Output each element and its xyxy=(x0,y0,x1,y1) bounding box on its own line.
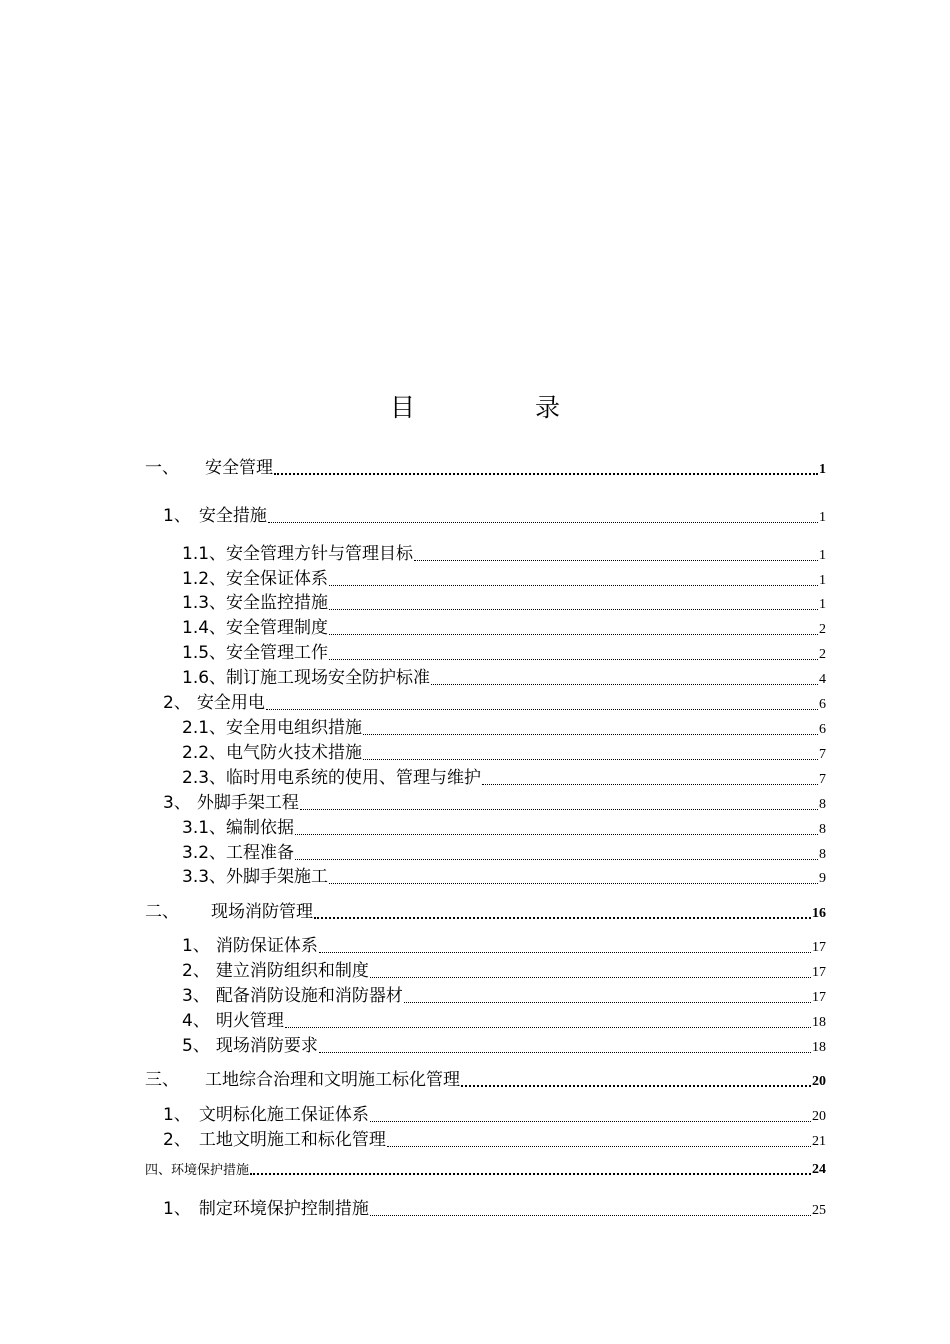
toc-entry-text: 环境保护措施 xyxy=(171,1163,250,1178)
toc-entry-label xyxy=(163,788,299,813)
toc-dot-leader xyxy=(461,1084,811,1087)
toc-page-number: 1 xyxy=(819,462,826,477)
toc-entry[interactable] xyxy=(182,738,826,763)
toc-entry-number: 1、 xyxy=(163,506,191,526)
toc-entry[interactable] xyxy=(182,763,826,788)
toc-entry-number: 2、 xyxy=(163,1130,191,1150)
toc-entry-number: 2.3、 xyxy=(182,768,227,788)
toc-dot-leader xyxy=(329,882,818,884)
toc-dot-leader xyxy=(414,559,818,561)
toc-dot-leader xyxy=(431,683,818,685)
toc-page-number: 8 xyxy=(819,822,826,837)
toc-page-number: 6 xyxy=(819,722,826,737)
toc-entry-text: 工地文明施工和标化管理 xyxy=(198,1130,386,1150)
toc-dot-leader xyxy=(266,708,818,710)
toc-entry-label xyxy=(163,1125,386,1150)
toc-page-number: 25 xyxy=(812,1203,826,1218)
toc-entry-label xyxy=(182,713,362,738)
toc-entry-label xyxy=(182,539,413,564)
toc-entry-text: 安全管理制度 xyxy=(226,618,329,638)
toc-entry-label xyxy=(145,1159,249,1178)
toc-dot-leader xyxy=(370,976,811,978)
toc-page-number: 2 xyxy=(819,647,826,662)
toc-entry[interactable] xyxy=(182,613,826,638)
toc-entry-text: 工程准备 xyxy=(226,843,295,863)
toc-entry[interactable] xyxy=(182,588,826,613)
toc-entry-text: 建立消防组织和制度 xyxy=(215,961,369,981)
toc-entry[interactable] xyxy=(163,1100,826,1125)
toc-entry-label xyxy=(182,862,328,887)
toc-entry-number: 1.2、 xyxy=(182,569,227,589)
toc-entry[interactable] xyxy=(182,813,826,838)
toc-title: 目 录 xyxy=(390,393,616,422)
toc-entry-label xyxy=(182,588,328,613)
toc-entry-text: 安全保证体系 xyxy=(226,569,329,589)
toc-page-number: 2 xyxy=(819,622,826,637)
toc-entry-label xyxy=(182,763,481,788)
toc-entry-text: 配备消防设施和消防器材 xyxy=(215,986,403,1006)
toc-entry[interactable] xyxy=(182,981,826,1006)
toc-entry-number: 1.3、 xyxy=(182,593,227,613)
toc-page-number: 8 xyxy=(819,847,826,862)
toc-entry-label xyxy=(145,1065,460,1090)
toc-entry[interactable] xyxy=(182,713,826,738)
toc-entry-number: 1.5、 xyxy=(182,643,227,663)
toc-page-number: 17 xyxy=(812,940,826,955)
toc-dot-leader xyxy=(370,1214,811,1216)
toc-page-number: 18 xyxy=(812,1015,826,1030)
toc-entry[interactable] xyxy=(182,838,826,863)
toc-entry-label xyxy=(163,1194,369,1219)
toc-dot-leader xyxy=(319,951,811,953)
toc-entry[interactable] xyxy=(145,897,826,922)
toc-page-number: 7 xyxy=(819,772,826,787)
toc-entry-text: 外脚手架施工 xyxy=(226,867,329,887)
toc-entry-text: 临时用电系统的使用、管理与维护 xyxy=(226,768,482,788)
toc-entry-text: 安全管理工作 xyxy=(226,643,329,663)
toc-dot-leader xyxy=(329,584,818,586)
toc-entry[interactable] xyxy=(182,931,826,956)
toc-dot-leader xyxy=(329,608,818,610)
toc-entry-text: 编制依据 xyxy=(226,818,295,838)
toc-page-number: 18 xyxy=(812,1040,826,1055)
toc-dot-leader xyxy=(404,1001,811,1003)
toc-entry-number: 3.2、 xyxy=(182,843,227,863)
toc-entry-text: 明火管理 xyxy=(215,1011,284,1031)
toc-page-number: 8 xyxy=(819,797,826,812)
toc-entry-text: 安全措施 xyxy=(198,506,267,526)
toc-entry-number: 2、 xyxy=(163,693,191,713)
toc-page-number: 1 xyxy=(819,573,826,588)
toc-entry-number: 1、 xyxy=(163,1105,191,1125)
toc-entry-number: 2、 xyxy=(182,961,210,981)
toc-dot-leader xyxy=(274,472,818,475)
toc-entry[interactable] xyxy=(163,688,826,713)
toc-entry-number: 3、 xyxy=(163,793,191,813)
toc-page-number: 20 xyxy=(812,1074,826,1089)
toc-entry-text: 安全用电 xyxy=(196,693,265,713)
toc-dot-leader xyxy=(363,758,818,760)
toc-entry[interactable] xyxy=(182,638,826,663)
toc-entry[interactable] xyxy=(182,564,826,589)
toc-entry-label xyxy=(182,564,328,589)
toc-entry-text: 安全用电组织措施 xyxy=(226,718,363,738)
toc-entry-number: 一、 xyxy=(145,458,179,478)
toc-entry-number: 1.6、 xyxy=(182,668,227,688)
toc-entry-number: 2.1、 xyxy=(182,718,227,738)
toc-entry-label xyxy=(182,981,403,1006)
toc-dot-leader xyxy=(295,833,818,835)
toc-entry-label xyxy=(163,688,265,713)
toc-dot-leader xyxy=(329,633,818,635)
toc-entry-number: 3、 xyxy=(182,986,210,1006)
toc-page-number: 20 xyxy=(812,1109,826,1124)
toc-dot-leader xyxy=(285,1026,811,1028)
toc-entry-text: 电气防火技术措施 xyxy=(226,743,363,763)
toc-dot-leader xyxy=(363,733,818,735)
toc-entry-number: 2.2、 xyxy=(182,743,227,763)
toc-dot-leader xyxy=(300,808,818,810)
toc-page-number: 4 xyxy=(819,672,826,687)
toc-entry[interactable] xyxy=(182,862,826,887)
toc-entry-label xyxy=(163,501,267,526)
toc-entry-number: 3.3、 xyxy=(182,867,227,887)
toc-dot-leader xyxy=(319,1051,811,1053)
toc-entry-number: 1、 xyxy=(163,1199,191,1219)
toc-page-number: 9 xyxy=(819,871,826,886)
toc-entry-label xyxy=(163,1100,369,1125)
toc-page-number: 1 xyxy=(819,597,826,612)
toc-entry[interactable] xyxy=(182,663,826,688)
toc-entry[interactable] xyxy=(182,956,826,981)
toc-entry-number: 1.1、 xyxy=(182,544,227,564)
toc-entry-text: 制定环境保护控制措施 xyxy=(198,1199,369,1219)
toc-page-number: 24 xyxy=(812,1162,826,1177)
toc-entry-text: 消防保证体系 xyxy=(215,936,318,956)
toc-entry-label xyxy=(182,1031,318,1056)
toc-page-number: 16 xyxy=(812,906,826,921)
toc-entry-number: 三、 xyxy=(145,1070,179,1090)
toc-page-number: 1 xyxy=(819,548,826,563)
toc-entry-text: 外脚手架工程 xyxy=(196,793,299,813)
toc-entry-number: 1.4、 xyxy=(182,618,227,638)
toc-entry-text: 制订施工现场安全防护标准 xyxy=(226,668,431,688)
toc-entry-number: 5、 xyxy=(182,1036,210,1056)
toc-dot-leader xyxy=(295,858,818,860)
toc-entry-label xyxy=(145,453,273,478)
toc-entry[interactable] xyxy=(163,788,826,813)
toc-entry[interactable] xyxy=(182,1006,826,1031)
toc-entry-label xyxy=(182,838,294,863)
toc-entry-text: 安全管理方针与管理目标 xyxy=(226,544,414,564)
toc-entry[interactable] xyxy=(145,1065,826,1090)
toc-entry-number: 3.1、 xyxy=(182,818,227,838)
toc-entry-number: 1、 xyxy=(182,936,210,956)
toc-dot-leader xyxy=(370,1120,811,1122)
toc-entry[interactable] xyxy=(163,501,826,526)
toc-entry[interactable] xyxy=(163,1194,826,1219)
toc-page-number: 17 xyxy=(812,965,826,980)
toc-entry-text: 现场消防要求 xyxy=(215,1036,318,1056)
toc-entry-label xyxy=(145,897,313,922)
toc-page-number: 6 xyxy=(819,697,826,712)
toc-dot-leader xyxy=(314,916,811,919)
toc-entry-label xyxy=(182,1006,284,1031)
toc-entry[interactable] xyxy=(145,453,826,478)
toc-entry-label xyxy=(182,813,294,838)
toc-page-number: 7 xyxy=(819,747,826,762)
toc-entry-number: 二、 xyxy=(145,902,179,922)
toc-entry[interactable] xyxy=(163,1125,826,1150)
toc-entry-text: 工地综合治理和文明施工标化管理 xyxy=(205,1070,460,1090)
toc-entry-number: 四、 xyxy=(145,1163,172,1178)
toc-dot-leader xyxy=(387,1145,811,1147)
toc-dot-leader xyxy=(250,1172,811,1175)
toc-entry-text: 文明标化施工保证体系 xyxy=(198,1105,369,1125)
toc-entry-label xyxy=(182,738,362,763)
toc-entry-number: 4、 xyxy=(182,1011,210,1031)
toc-dot-leader xyxy=(329,658,818,660)
toc-entry[interactable] xyxy=(182,539,826,564)
toc-entry-label xyxy=(182,663,430,688)
toc-dot-leader xyxy=(482,783,818,785)
toc-entry-text: 安全监控措施 xyxy=(226,593,329,613)
toc-entry-label xyxy=(182,956,369,981)
toc-page-number: 21 xyxy=(812,1134,826,1149)
toc-entry[interactable] xyxy=(182,1031,826,1056)
toc-entry-label xyxy=(182,638,328,663)
toc-entry[interactable] xyxy=(145,1159,826,1178)
toc-page-number: 1 xyxy=(819,510,826,525)
toc-entry-text: 现场消防管理 xyxy=(211,902,313,922)
toc-entry-text: 安全管理 xyxy=(205,458,273,478)
toc-dot-leader xyxy=(268,521,818,523)
toc-page-number: 17 xyxy=(812,990,826,1005)
toc-entry-label xyxy=(182,613,328,638)
toc-entry-label xyxy=(182,931,318,956)
